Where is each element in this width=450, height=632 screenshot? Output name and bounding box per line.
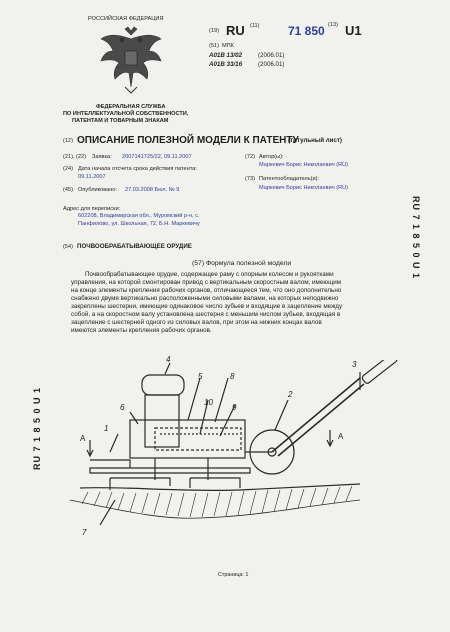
formula-line: имеются элементы крепления рабочих органов. (71, 327, 212, 334)
formula-line: собой, а на скоростном валу установлена шестерня с меньшим числом зубьев, входящая в (71, 311, 341, 318)
drawing-label-3: 3 (352, 360, 357, 369)
start-code: (24) (63, 166, 73, 172)
application-label: Заявка: (92, 154, 112, 160)
formula-line: закреплены шестерни, имеющие одинаковое число зубьев и входящие в зацепление между (71, 303, 343, 310)
drawing-label-5: 5 (198, 372, 203, 381)
side-label-right: RU 7 1 8 5 0 U 1 (411, 196, 421, 280)
formula-line: Почвообрабатывающее орудие, содержащее раму с опорным колесом и рукоятками (85, 271, 334, 278)
kind-code: U1 (345, 23, 362, 38)
drawing-label-4: 4 (166, 355, 171, 364)
formula-line: управления, на которой смонтирован привод с вертикальным скоростным валом, имеющим (71, 279, 342, 286)
agency-line-3: ПАТЕНТАМ И ТОВАРНЫМ ЗНАКАМ (72, 118, 169, 124)
address-line-2: Панфилово, ул. Школьная, 72, Б.Н. Маркевичу (78, 221, 200, 227)
formula-text (71, 271, 342, 335)
application-code: (21), (22) (63, 154, 87, 160)
drawing-label-9: 9 (232, 403, 237, 412)
owner-value: Маркевич Борис Николаевич (RU) (259, 185, 349, 191)
country-code: RU (226, 23, 245, 38)
pub-label: Опубликовано: (78, 187, 117, 193)
technical-drawing (60, 360, 410, 570)
document-title: ОПИСАНИЕ ПОЛЕЗНОЙ МОДЕЛИ К ПАТЕНТУ (77, 135, 299, 146)
title-code: (12) (63, 138, 73, 144)
ipc-class-2: A01B 33/16 (209, 61, 243, 68)
side-label-left: RU 7 1 8 5 0 U 1 (32, 386, 42, 470)
code-13: (13) (328, 22, 338, 28)
invention-code: (54) (63, 244, 73, 250)
author-label: Автор(ы): (259, 154, 284, 160)
drawing-label-8: 8 (230, 372, 235, 381)
start-label: Дата начала отсчета срока действия патента: (78, 166, 197, 172)
drawing-label-10: 10 (204, 398, 213, 407)
invention-name: ПОЧВООБРАБАТЫВАЮЩЕЕ ОРУДИЕ (77, 243, 192, 250)
mpk-label: МПК (222, 43, 234, 49)
address-label: Адрес для переписки: (63, 206, 121, 212)
agency-line-2: ПО ИНТЕЛЛЕКТУАЛЬНОЙ СОБСТВЕННОСТИ, (63, 111, 189, 117)
author-code: (72) (245, 154, 255, 160)
ipc-date-1: (2006.01) (258, 52, 285, 59)
code-19: (19) (209, 28, 219, 34)
code-11: (11) (250, 23, 260, 29)
drawing-label-2: 2 (288, 390, 293, 399)
agency-line-1: ФЕДЕРАЛЬНАЯ СЛУЖБА (96, 104, 166, 110)
formula-line: на конце элементы крепления рабочих органов, отличающееся тем, что оно дополнительно (71, 287, 342, 294)
drawing-label-1: 1 (104, 424, 109, 433)
owner-code: (73) (245, 176, 255, 182)
section-label-right: A (338, 432, 344, 441)
coat-of-arms-icon (95, 25, 167, 97)
mpk-code: (51) (209, 43, 219, 49)
formula-heading: (57) Формула полезной модели (192, 260, 292, 267)
pub-value: 27.03.2008 Бюл. № 9 (125, 187, 180, 193)
drawing-label-6: 6 (120, 403, 125, 412)
pub-code: (45) (63, 187, 73, 193)
section-label-left: A (80, 434, 86, 443)
address-line-1: 602208, Владимирская обл., Муромский р-н, с. (78, 213, 200, 219)
start-value: 09.11.2007 (78, 174, 106, 180)
ipc-date-2: (2006.01) (258, 61, 285, 68)
formula-line: снабжено двумя вертикально расположенными силовыми валами, на которых неподвижно (71, 295, 339, 302)
document-title-suffix: (титульный лист) (288, 137, 342, 144)
formula-line: зацепление с шестерней одного из силовых валов, при этом на нижних концах валов (71, 319, 322, 326)
application-value: 2007141725/22, 09.11.2007 (122, 154, 192, 160)
page-number: Страница: 1 (218, 572, 249, 578)
patent-number: 71 850 (288, 24, 325, 38)
ipc-class-1: A01B 13/02 (209, 52, 243, 59)
owner-label: Патентообладатель(и): (259, 176, 320, 182)
federation-name: РОССИЙСКАЯ ФЕДЕРАЦИЯ (88, 16, 164, 22)
drawing-label-7: 7 (82, 528, 87, 537)
author-value: Маркевич Борис Николаевич (RU) (259, 162, 349, 168)
